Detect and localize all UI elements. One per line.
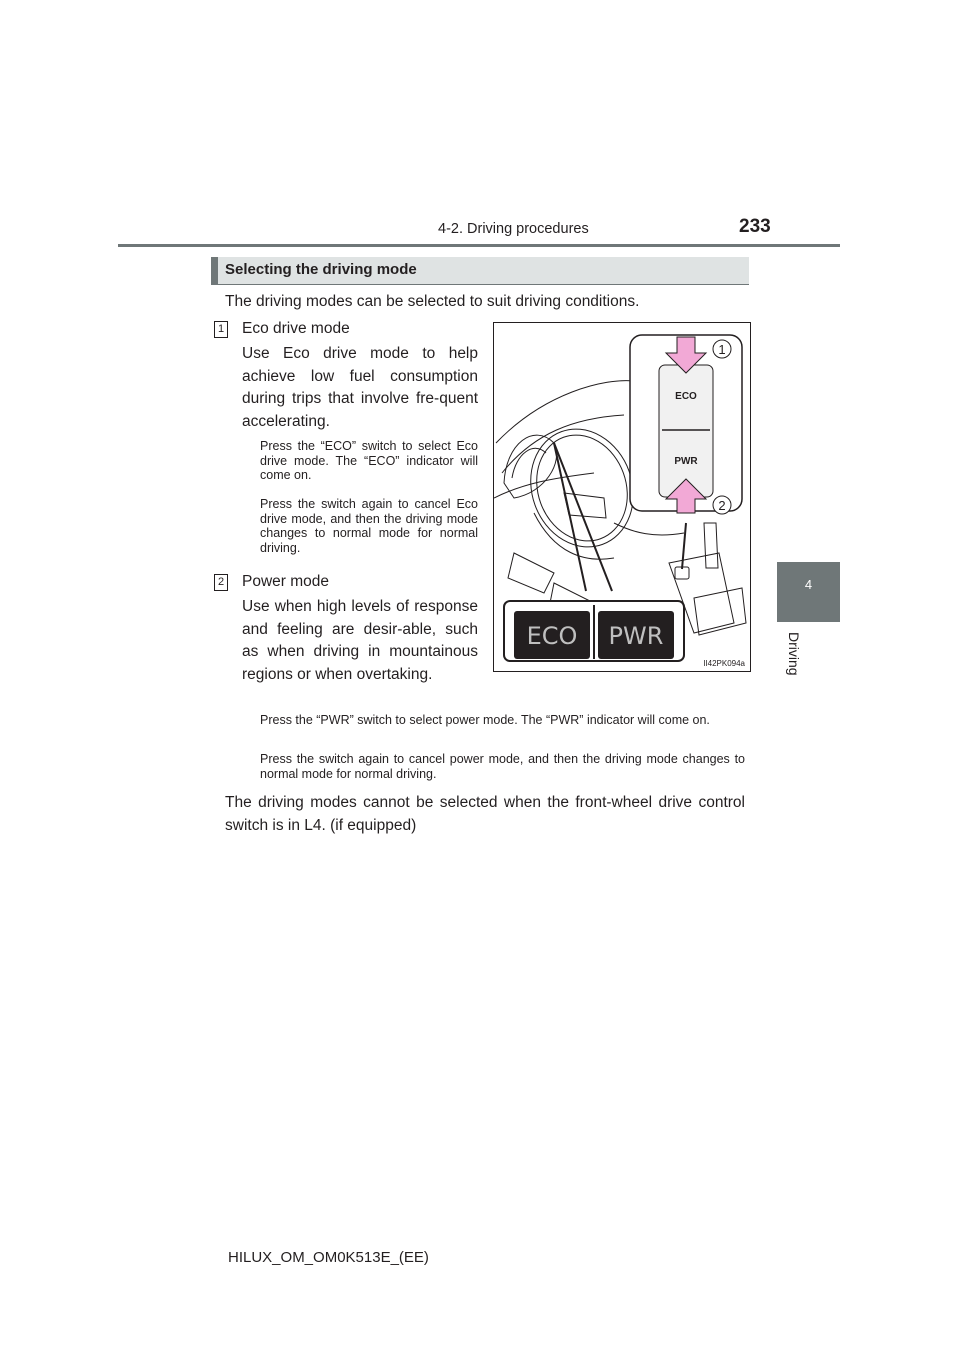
- callout-number-1: 1: [718, 342, 726, 357]
- header-section-title: 4-2. Driving procedures: [438, 221, 589, 237]
- switch-eco-label: ECO: [675, 391, 697, 402]
- leader-line-right: [554, 443, 612, 591]
- dash-outline-top: [496, 381, 634, 443]
- item-body-power: Use when high levels of response and feeling are desir-able, such as when driving in mountainous regions or when overtaking.: [242, 598, 478, 683]
- item-note-power-1: Press the “PWR” switch to select power mode. The “PWR” indicator will come on.: [260, 713, 710, 727]
- switch-panel: [659, 365, 713, 497]
- shift-lever: [704, 523, 718, 568]
- dashboard-illustration: [494, 323, 750, 671]
- indicator-eco-text: ECO: [526, 622, 578, 650]
- item-body-eco: Use Eco drive mode to help achieve low fuel consumption during trips that involve fre-quent accelerating.: [242, 345, 478, 430]
- header-divider: [118, 244, 840, 247]
- driving-mode-figure: [493, 322, 751, 672]
- item-title-eco: Eco drive mode: [242, 320, 350, 337]
- steering-wheel-rim-inner: [522, 422, 642, 554]
- switch-pwr-label: PWR: [674, 456, 698, 467]
- chapter-number: 4: [804, 577, 813, 592]
- console-line: [614, 523, 684, 535]
- chapter-tab[interactable]: [777, 562, 840, 622]
- section-intro: The driving modes can be selected to suit driving conditions.: [225, 293, 640, 310]
- item-badge-2: 2: [214, 574, 228, 591]
- chapter-label: [778, 624, 808, 684]
- section-heading-underline: [211, 284, 749, 285]
- closing-paragraph: The driving modes cannot be selected when the front-wheel drive control switch is in L4. (if equipped): [225, 794, 745, 834]
- item-title-power: Power mode: [242, 573, 330, 590]
- footer-doc-id: HILUX_OM_OM0K513E_(EE): [228, 1249, 429, 1266]
- indicator-pwr-text: PWR: [608, 622, 664, 650]
- leader-line-left: [554, 443, 586, 591]
- leader-line-switch: [682, 523, 686, 569]
- figure-code: II42PK094a: [703, 659, 745, 668]
- cup-holder: [694, 588, 746, 635]
- instrument-cluster: [504, 435, 557, 498]
- item-badge-1: 1: [214, 321, 228, 338]
- section-heading-accent: [211, 257, 218, 284]
- page-number: 233: [739, 216, 771, 237]
- chapter-label-text: Driving: [786, 632, 802, 676]
- item-note-eco-1: Press the “ECO” switch to select Eco drive mode. The “ECO” indicator will come on.: [260, 439, 478, 482]
- item-note-eco-2: Press the switch again to cancel Eco drive mode, and then the driving mode changes to normal mode for normal driving.: [260, 497, 478, 555]
- item-note-power-2: Press the switch again to cancel power mode, and then the driving mode changes to normal mode for normal driving.: [260, 752, 745, 781]
- callout-number-2: 2: [718, 498, 726, 513]
- vent-left: [508, 553, 554, 593]
- instrument-gauge: [512, 448, 546, 478]
- dash-outline-low: [494, 473, 594, 498]
- section-title: Selecting the driving mode: [225, 261, 417, 278]
